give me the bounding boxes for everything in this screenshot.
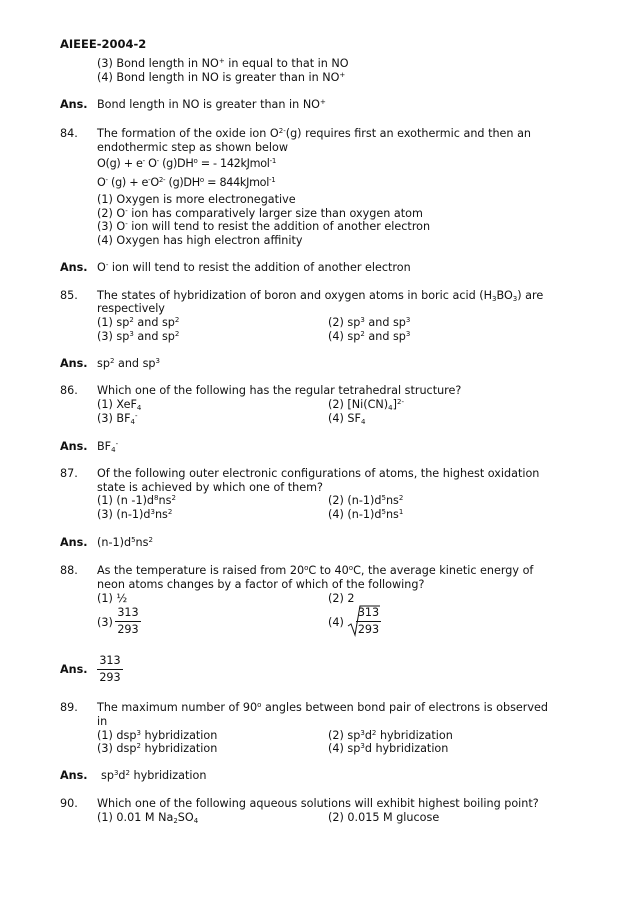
q85-option-3: (3) $sp^3$ and $sp^2$ [97, 330, 180, 343]
q85-stem-line-2: respectively [97, 302, 165, 315]
q84-option-4: (4) Oxygen has high electron affinity [97, 234, 303, 247]
q89-stem-line-2: in [97, 715, 108, 728]
q87-option-4: (4) $(n-1)d^5ns^1$ [328, 508, 404, 521]
q88-option-2: (2) 2 [328, 592, 355, 605]
q84-option-3: (3) O- ion will tend to resist the addition of another electron [97, 220, 431, 233]
page-header: AIEEE-2004-2 [60, 37, 147, 51]
q84-answer: O- ion will tend to resist the addition of another electron [97, 261, 411, 274]
fraction-bar [115, 621, 141, 622]
q90-option-1: (1) 0.01 M $Na_2SO_4$ [97, 811, 199, 825]
q86-option-3: (3) $BF_4^-$ [97, 412, 138, 426]
q87-answer-label: Ans. [60, 536, 88, 549]
q84-option-2: (2) O- ion has comparatively larger size than oxygen atom [97, 207, 423, 220]
q86-stem: Which one of the following has the regular tetrahedral structure? [97, 384, 462, 397]
q88-option-3-fraction [115, 606, 141, 637]
q88-option-1: (1) ½ [97, 592, 128, 605]
q90-number: 90. [60, 797, 78, 810]
q89-answer-label: Ans. [60, 769, 88, 782]
q85-stem-line-1: The states of hybridization of boron and oxygen atoms in boric acid $(H_3BO_3)$ are [97, 289, 544, 303]
q83-answer-label: Ans. [60, 98, 88, 111]
q90-option-2: (2) 0.015 M glucose [328, 811, 440, 824]
q88-number: 88. [60, 564, 78, 577]
q85-answer-label: Ans. [60, 357, 88, 370]
q84-number: 84. [60, 127, 78, 140]
q86-option-1: (1) XeF$_4$ [97, 398, 142, 412]
q88-option-3-label: (3) [97, 616, 113, 629]
q89-number: 89. [60, 701, 78, 714]
q86-option-4: (4) $SF_4$ [328, 412, 366, 426]
q86-number: 86. [60, 384, 78, 397]
q87-option-1: (1) (n $-1)d^8ns^2$ [97, 494, 176, 507]
q87-option-3: (3) $(n-1)d^3ns^2$ [97, 508, 173, 521]
q89-option-3: (3) dsp$^2$ hybridization [97, 742, 218, 755]
q83-option-4: (4) Bond length in NO is greater than in NO+ [97, 71, 346, 84]
q83-answer: Bond length in NO is greater than in NO+ [97, 98, 326, 111]
fraction-denominator: 293 [357, 623, 380, 636]
q86-answer-label: Ans. [60, 440, 88, 453]
q89-option-1: (1) dsp$^3$ hybridization [97, 729, 218, 742]
q88-stem-line-1: As the temperature is raised from 20$^o$C to 40$^o$C, the average kinetic energy of [97, 564, 534, 577]
q84-option-1: (1) Oxygen is more electronegative [97, 193, 296, 206]
q87-stem-line-2: state is achieved by which one of them? [97, 481, 323, 494]
q86-option-2: (2) $[Ni(CN)_4]^{2-}$ [328, 398, 404, 412]
fraction-bar [356, 621, 381, 622]
q85-option-4: (4) $sp^2$ and $sp^3$ [328, 330, 411, 343]
q86-answer: $BF_4^-$ [97, 440, 119, 454]
q88-option-4-fraction [356, 606, 381, 637]
q89-option-2: (2) $sp^3d^2$ hybridization [328, 729, 453, 742]
q88-stem-line-2: neon atoms changes by a factor of which of the following? [97, 578, 425, 591]
q87-answer: $(n-1)d^5ns^2$ [97, 536, 153, 549]
fraction-numerator: 313 [117, 606, 139, 619]
q84-equation-2: O- $(g) + e^-O^{2-}$ $(g)DH^o$ = 844kJmol$^{-1}$ [97, 176, 276, 189]
fraction-denominator: 293 [99, 671, 121, 684]
fraction-bar [97, 669, 123, 670]
q88-answer-fraction [97, 654, 123, 685]
q88-option-4-label: (4) [328, 616, 344, 629]
q84-stem-line-2: endothermic step as shown below [97, 141, 289, 154]
q87-number: 87. [60, 467, 78, 480]
fraction-numerator: 313 [99, 654, 121, 667]
q83-option-3: (3) Bond length in NO+ in equal to that in NO [97, 57, 349, 70]
q89-answer: $sp^3d^2$ hybridization [101, 769, 207, 782]
q84-equation-1: O(g) + e- O- $(g)DH^o$ = - 142kJmol$^{-1}$ [97, 157, 277, 170]
fraction-numerator: 313 [357, 606, 380, 619]
q84-stem-line-1: The formation of the oxide ion $O^{2-}(g)$ requires first an exothermic and then an [97, 127, 532, 140]
q89-stem-line-1: The maximum number of 90$^o$ angles between bond pair of electrons is observed [97, 701, 548, 714]
q90-stem: Which one of the following aqueous solutions will exhibit highest boiling point? [97, 797, 539, 810]
q87-option-2: (2) $(n-1)d^5ns^2$ [328, 494, 404, 507]
q85-answer: $sp^2$ and $sp^3$ [97, 357, 160, 370]
fraction-denominator: 293 [117, 623, 139, 636]
q84-answer-label: Ans. [60, 261, 88, 274]
q88-answer-label: Ans. [60, 663, 88, 676]
q89-option-4: (4) $sp^3d$ hybridization [328, 742, 449, 755]
q85-number: 85. [60, 289, 78, 302]
q85-option-1: (1) $sp^2$ and $sp^2$ [97, 316, 180, 329]
q87-stem-line-1: Of the following outer electronic configurations of atoms, the highest oxidation [97, 467, 540, 480]
q85-option-2: (2) $sp^3$ and $sp^3$ [328, 316, 411, 329]
